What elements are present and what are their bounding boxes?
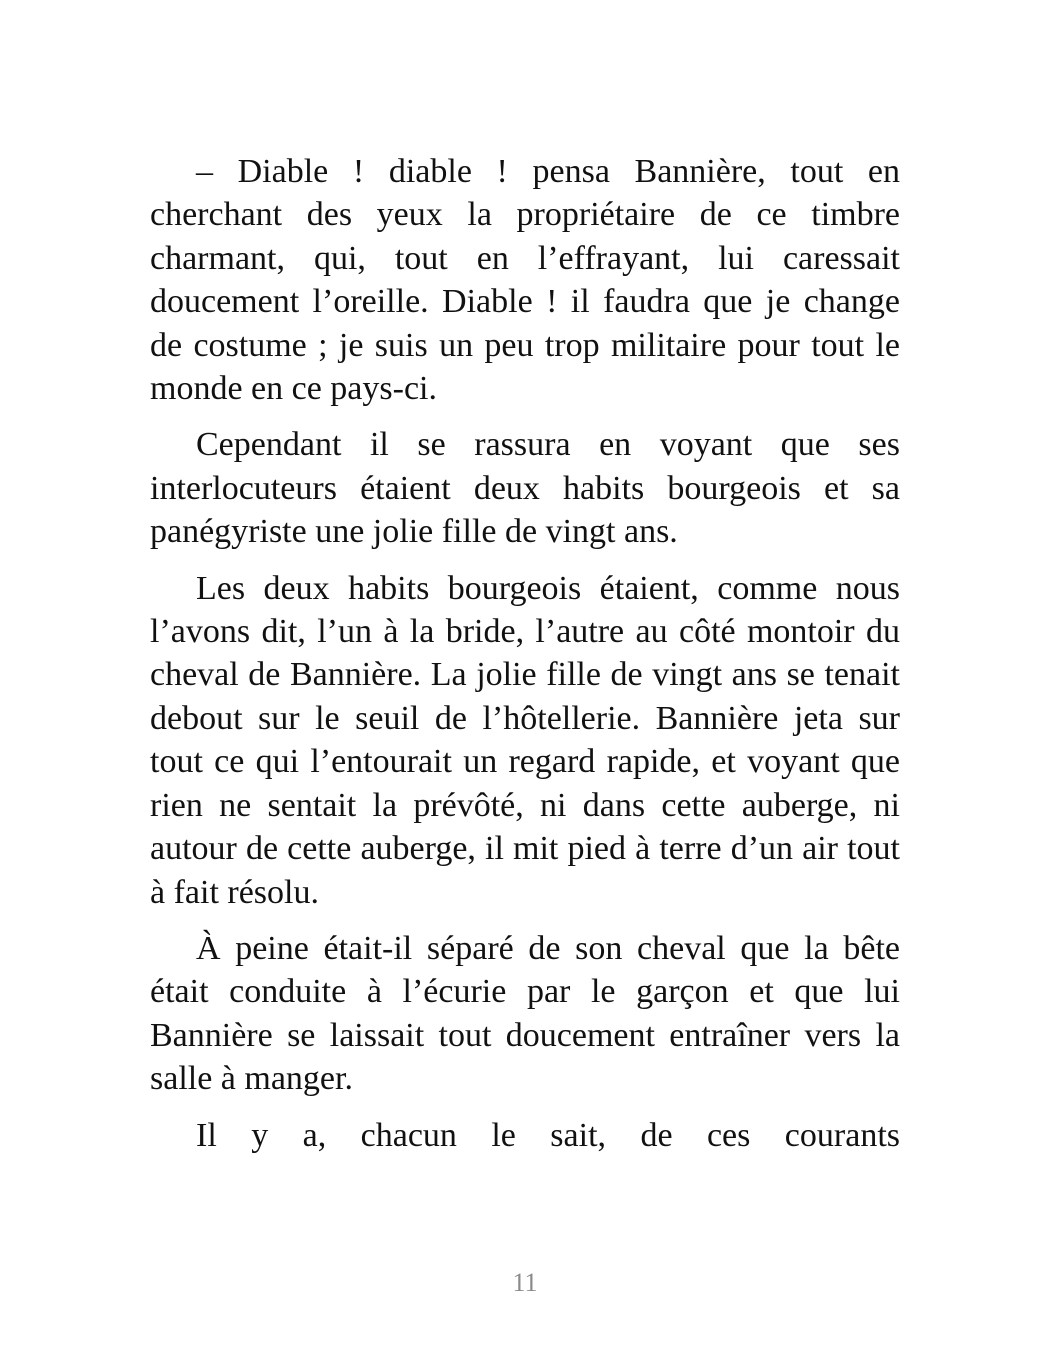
page-number: 11 [512,1268,538,1297]
paragraph-2: Cependant il se rassura en voyant que ses interlocuteurs étaient deux habits bourgeois et sa panégyriste une jolie fille de vingt ans. [150,426,900,551]
paragraph-5: Il y a, chacun le sait, de ces courants [196,1116,900,1154]
paragraph-3: Les deux habits bourgeois étaient, comme nous l’avons dit, l’un à la bride, l’autre au côté montoir du cheval de Bannière. La jolie fille de vingt ans se tenait debout sur le seuil de l’hôtellerie. Bannière jeta sur tout ce qui l’entourait un regard rapide, et voyant que rien ne sentait la prévôté, ni dans cette auberge, ni autour de cette auberge, il mit pied à terre d’un air tout à fait résolu. [150,569,900,911]
page-body [150,150,900,1170]
paragraph-1: – Diable ! diable ! pensa Bannière, tout en cherchant des yeux la propriétaire de ce timbre charmant, qui, tout en l’effrayant, lui caressait doucement l’oreille. Diable ! il faudra que je change de costume ; je suis un peu trop militaire pour tout le monde en ce pays-ci. [150,153,900,408]
paragraph-4: À peine était-il séparé de son cheval que la bête était conduite à l’écurie par le garçon et que lui Bannière se laissait tout doucement entraîner vers la salle à manger. [150,929,900,1098]
